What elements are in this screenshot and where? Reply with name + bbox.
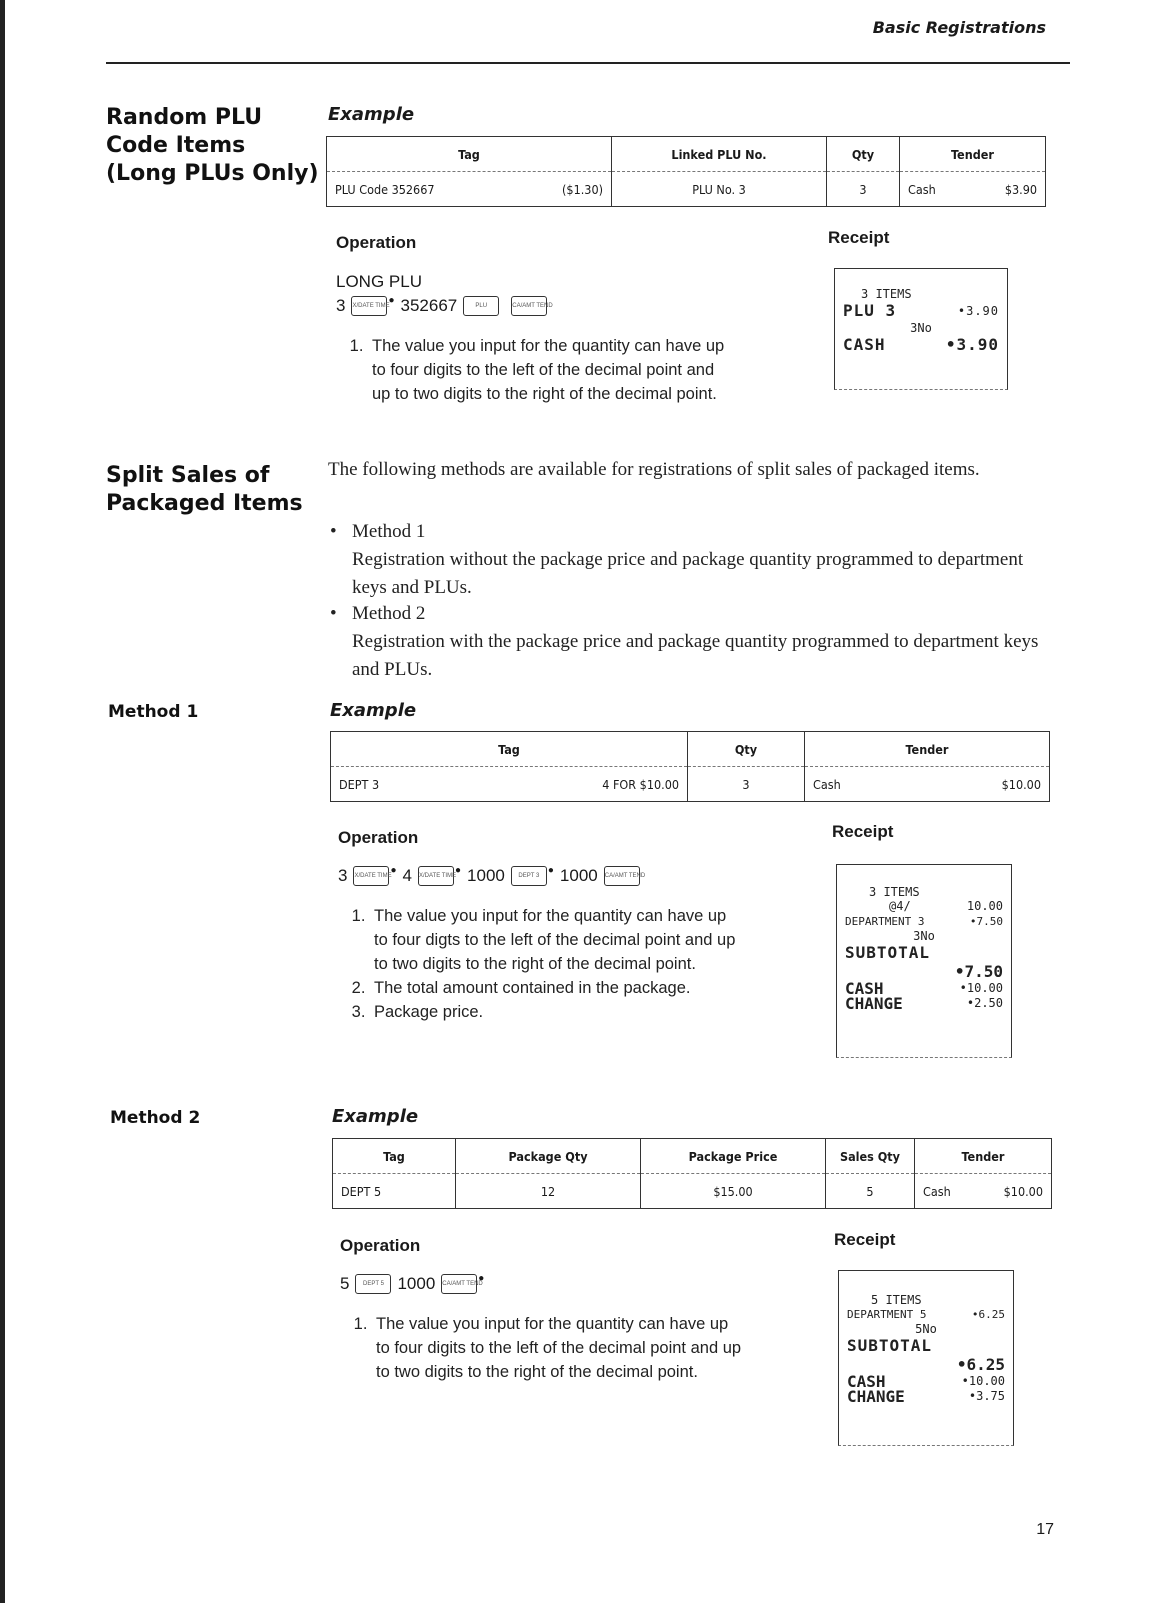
heading-line: Random PLU — [106, 105, 263, 130]
receipt-line — [845, 899, 1003, 914]
col-tender: Tender — [900, 137, 1046, 172]
list-item: 2. The total amount contained in the package. — [370, 976, 740, 1000]
example-table-random-plu — [326, 136, 1046, 207]
receipt-title: Receipt — [828, 228, 890, 247]
col-tender: Tender — [805, 732, 1050, 767]
receipt-line — [843, 301, 999, 321]
table-header-row — [331, 732, 1050, 767]
x-date-time-key-icon: X/DATE TIME — [418, 866, 454, 886]
receipt-line — [845, 914, 1003, 929]
table-row — [327, 172, 1046, 207]
receipt-value: •2.50 — [966, 996, 1003, 1010]
receipt-line — [847, 1307, 1005, 1322]
operation-title: Operation — [336, 233, 417, 252]
operation-key-sequence — [340, 1274, 490, 1294]
operation-title: Operation — [338, 828, 419, 847]
receipt-label: CASH — [843, 335, 886, 354]
col-qty: Qty — [688, 732, 805, 767]
receipt-value: •3.90 — [945, 335, 999, 354]
bullet-icon: • — [330, 521, 337, 542]
receipt-value: 10.00 — [966, 899, 1003, 913]
list-item — [330, 518, 1052, 602]
ca-tend-key-icon: CA/AMT TEND — [511, 296, 547, 316]
note-marker-icon: ● — [478, 1272, 485, 1284]
receipt-title: Receipt — [834, 1230, 896, 1249]
list-item: 3. Package price. — [370, 1000, 740, 1024]
receipt-count: 3No — [910, 321, 932, 335]
cell-sales-qty: 5 — [826, 1174, 915, 1209]
op-number: 5 — [340, 1274, 350, 1293]
receipt-line — [845, 996, 1003, 1011]
method2-label: Method 2 — [110, 1108, 201, 1128]
receipt-items: 5 ITEMS — [871, 1293, 922, 1307]
tender-type: Cash — [923, 1183, 951, 1199]
method-desc: Registration without the package price and package quantity programmed to department keys and PLUs. — [352, 549, 1024, 598]
op-number: 1000 — [467, 866, 505, 885]
receipt-count: 3No — [913, 929, 935, 943]
col-tag: Tag — [327, 137, 612, 172]
receipt-label: DEPARTMENT 3 — [845, 915, 925, 928]
cell-tender — [900, 172, 1046, 207]
receipt-label: CHANGE — [847, 1387, 905, 1406]
col-sales-qty: Sales Qty — [826, 1139, 915, 1174]
receipt-label: SUBTOTAL — [847, 1336, 933, 1355]
cell-tender — [915, 1174, 1052, 1209]
receipt-count: 5No — [915, 1322, 937, 1336]
x-date-time-key-icon: X/DATE TIME — [353, 866, 389, 886]
operation-title: Operation — [340, 1236, 421, 1255]
method-desc: Registration with the package price and package quantity programmed to department keys and PLUs. — [352, 631, 1039, 680]
receipt-label: CASH — [847, 1372, 886, 1391]
receipt-label: @4/ — [889, 899, 911, 913]
tag-price: ($1.30) — [562, 181, 603, 197]
method-name: Method 2 — [352, 603, 426, 624]
receipt-line — [845, 943, 1003, 963]
receipt-line — [847, 1336, 1005, 1356]
heading-line: Packaged Items — [106, 491, 303, 516]
receipt-value: •10.00 — [961, 1374, 1005, 1388]
col-package-price: Package Price — [641, 1139, 826, 1174]
op-number: 3 — [338, 866, 348, 885]
running-title: Basic Registrations — [872, 18, 1046, 37]
receipt-label: SUBTOTAL — [845, 943, 931, 962]
dept5-key-icon: DEPT 5 — [355, 1274, 391, 1294]
receipt-value: •7.50 — [969, 915, 1003, 928]
operation-notes — [338, 904, 740, 1024]
op-number: 4 — [402, 866, 412, 885]
operation-key-sequence — [336, 296, 553, 316]
tender-amount: $10.00 — [1001, 776, 1041, 792]
plu-key-icon: PLU — [463, 296, 499, 316]
receipt-subtotal-value: •7.50 — [954, 962, 1003, 981]
heading-line: Code Items — [106, 133, 246, 158]
receipt-line — [847, 1389, 1005, 1404]
header-rule — [106, 62, 1070, 64]
col-package-qty: Package Qty — [456, 1139, 641, 1174]
tag-price: 4 FOR $10.00 — [602, 776, 679, 792]
receipt-title: Receipt — [832, 822, 894, 841]
cell-tender — [805, 767, 1050, 802]
table-header-row — [333, 1139, 1052, 1174]
op-number: 352667 — [400, 296, 458, 315]
example-label: Example — [332, 1106, 419, 1127]
receipt-items: 3 ITEMS — [861, 287, 912, 301]
receipt-method1 — [836, 864, 1012, 1058]
cell-package-qty: 12 — [456, 1174, 641, 1209]
list-item — [330, 600, 1052, 684]
table-row — [333, 1174, 1052, 1209]
receipt-label: CASH — [845, 979, 884, 998]
list-item: 1. The value you input for the quantity can have up to four digits to the left of the decimal point and up to two digits to the right of the decimal point. — [368, 334, 728, 406]
page-number: 17 — [1036, 1521, 1054, 1538]
list-item: 1. The value you input for the quantity can have up to four digts to the left of the decimal point and up to two digits to the right of the decimal point. — [370, 904, 740, 976]
operation-notes — [340, 1312, 742, 1384]
example-table-method2 — [332, 1138, 1052, 1209]
tag-text: DEPT 3 — [339, 776, 380, 792]
receipt-method2 — [838, 1270, 1014, 1446]
list-item: 1. The value you input for the quantity can have up to four digits to the left of the decimal point and up to two digits to the right of the decimal point. — [372, 1312, 742, 1384]
col-qty: Qty — [827, 137, 900, 172]
receipt-subtotal-value: •6.25 — [956, 1355, 1005, 1374]
receipt-value: •10.00 — [959, 981, 1003, 995]
table-header-row — [327, 137, 1046, 172]
col-tender: Tender — [915, 1139, 1052, 1174]
receipt-label: PLU 3 — [843, 301, 897, 320]
cell-qty: 3 — [827, 172, 900, 207]
x-date-time-key-icon: X/DATE TIME — [351, 296, 387, 316]
receipt-items: 3 ITEMS — [869, 885, 920, 899]
method1-label: Method 1 — [108, 702, 199, 722]
receipt-random-plu — [834, 268, 1008, 390]
example-label: Example — [328, 104, 415, 125]
receipt-label: CHANGE — [845, 994, 903, 1013]
dept3-key-icon: DEPT 3 — [511, 866, 547, 886]
col-tag: Tag — [331, 732, 688, 767]
operation-key-sequence — [338, 866, 646, 886]
tender-amount: $10.00 — [1003, 1183, 1043, 1199]
receipt-value: •3.90 — [957, 304, 999, 318]
cell-tag — [327, 172, 612, 207]
ca-tend-key-icon: CA/AMT TEND — [604, 866, 640, 886]
receipt-value: •3.75 — [968, 1389, 1005, 1403]
section-heading-random-plu — [106, 104, 319, 188]
tender-amount: $3.90 — [1004, 181, 1037, 197]
example-label: Example — [330, 700, 417, 721]
cell-linked-plu: PLU No. 3 — [612, 172, 827, 207]
example-table-method1 — [330, 731, 1050, 802]
col-linked-plu: Linked PLU No. — [612, 137, 827, 172]
cell-tag — [331, 767, 688, 802]
receipt-line — [843, 335, 999, 355]
cell-package-price: $15.00 — [641, 1174, 826, 1209]
note-marker-icon: ● — [547, 864, 554, 876]
note-marker-icon: ● — [454, 864, 462, 876]
heading-line: (Long PLUs Only) — [106, 161, 319, 186]
tag-text: PLU Code 352667 — [335, 181, 435, 197]
ca-tend-key-icon: CA/AMT TEND — [441, 1274, 477, 1294]
op-number: 3 — [336, 296, 346, 315]
heading-line: Split Sales of — [106, 463, 270, 488]
intro-paragraph: The following methods are available for registrations of split sales of packaged items. — [328, 459, 980, 480]
bullet-icon: • — [330, 603, 337, 624]
note-marker-icon: ● — [390, 864, 397, 876]
receipt-value: •6.25 — [971, 1308, 1005, 1321]
op-number: 1000 — [397, 1274, 436, 1293]
method-name: Method 1 — [352, 521, 426, 542]
cell-tag: DEPT 5 — [341, 1183, 382, 1199]
section-heading-split-sales — [106, 462, 303, 518]
tender-type: Cash — [908, 181, 936, 197]
col-tag: Tag — [333, 1139, 456, 1174]
operation-notes — [336, 334, 728, 406]
cell-qty: 3 — [688, 767, 805, 802]
op-number: 1000 — [559, 866, 598, 885]
tender-type: Cash — [813, 776, 841, 792]
operation-line: LONG PLU — [336, 272, 422, 291]
table-row — [331, 767, 1050, 802]
note-marker-icon: ● — [388, 294, 395, 306]
receipt-label: DEPARTMENT 5 — [847, 1308, 927, 1321]
binding-edge — [0, 0, 5, 1603]
